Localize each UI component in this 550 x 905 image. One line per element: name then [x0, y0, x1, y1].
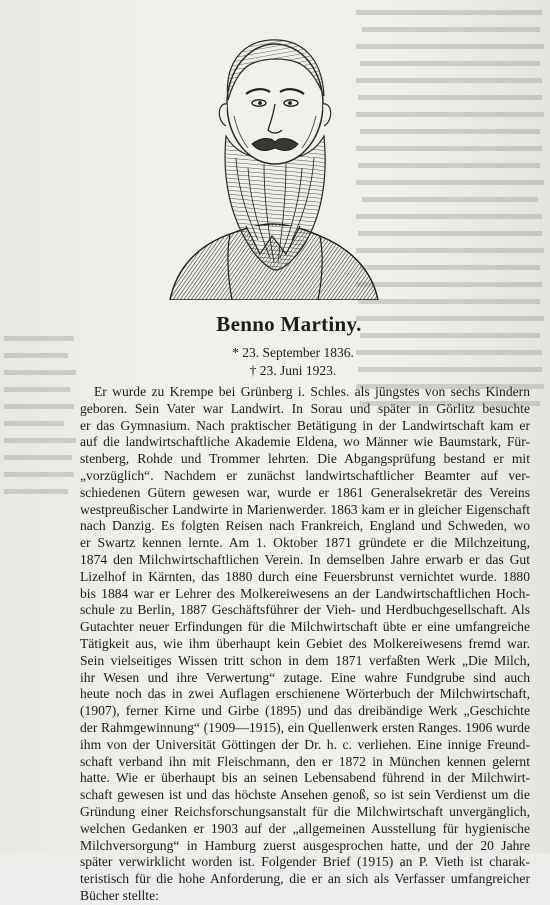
- text-line: schaft gewesen ist und das höchste Ansehen genoß, so ist sein Verdienst um die: [80, 787, 530, 803]
- text-line: ihm von der Universität Göttingen der Dr. h. c. verliehen. Eine innige Freund-: [80, 736, 530, 752]
- text-line: Sein vielseitiges Wissen tritt schon in dem 1871 verfaßten Werk „Die Milch,: [80, 652, 530, 668]
- text-line: Er wurde zu Krempe bei Grünberg i. Schles. als jüngstes von sechs Kindern: [94, 384, 530, 399]
- text-line: Lizelhof in Kärnten, das 1880 durch eine Feuersbrunst vernichtet wurde. 1880: [80, 568, 530, 584]
- text-line: bis 1884 war er Lehrer des Molkereiwesens an der Landwirtschaftlichen Hoch-: [80, 585, 530, 601]
- text-line: nach Danzig. Es folgten Reisen nach Frankreich, England und Schweden, wo: [80, 518, 530, 534]
- text-line: der Rahmgewinnung“ (1909—1915), ein Quellenwerk ersten Ranges. 1906 wurde: [80, 719, 530, 735]
- text-line: 1874 den Milchwirtschaftlichen Verein. In demselben Jahre erwarb er das Gut: [80, 551, 530, 567]
- text-line: auf die landwirtschaftliche Akademie Eldena, wo Männer wie Baumstark, Für-: [80, 434, 530, 450]
- biography-text: [80, 384, 530, 905]
- text-line: Bücher stellte:: [80, 887, 159, 903]
- text-line: „vorzüglich“. Nachdem er zunächst landwirtschaftlicher Beamter auf ver-: [80, 467, 530, 483]
- portrait-engraving: [168, 8, 380, 300]
- text-line: teristisch für die hohe Anforderung, die er an sich als Verfasser umfangreicher: [80, 871, 530, 887]
- text-line: er das Gymnasium. Nach praktischer Betätigung in der Landwirtschaft kam er: [80, 417, 530, 433]
- text-line: ihr Wesen und ihre Verwertung“ zutage. Eine wahre Fundgrube sind auch: [80, 669, 530, 685]
- text-line: Milchversorgung“ in Hamburg zuerst ausgesprochen hatte, und der 20 Jahre: [80, 837, 530, 853]
- text-line: welchen Gedanken er 1903 auf der „allgemeinen Ausstellung für hygienische: [80, 820, 530, 836]
- text-line: heute noch das in zwei Auflagen erschienene Wörterbuch der Milchwirtschaft,: [80, 686, 530, 702]
- show-through-lines: [352, 4, 550, 424]
- text-line: geboren. Sein Vater war Landwirt. In Sorau und später in Görlitz besuchte: [80, 400, 530, 416]
- text-line: später verwirklicht worden ist. Folgender Brief (1915) an P. Vieth ist charak-: [80, 854, 530, 870]
- text-line: Gründung einer Reichsforschungsanstalt für die Milchwirtschaft unvergänglich,: [80, 803, 530, 819]
- text-line: schaft verband ihn mit Fleischmann, den er 1872 in München kennen gelernt: [80, 753, 530, 769]
- text-line: schule zu Berlin, 1887 Geschäftsführer der Vieh- und Herdbuchgesellschaft. Als: [80, 602, 530, 618]
- text-line: Gutachter neuer Erfindungen für die Milchwirtschaft übte er eine umfangreiche: [80, 619, 530, 635]
- text-line: Tätigkeit aus, wie ihm überhaupt kein Gebiet des Molkereiwesens fremd war.: [80, 635, 530, 651]
- text-line: westpreußischer Landwirte in Marienwerder. 1863 kam er in gleicher Eigenschaft: [80, 501, 530, 517]
- text-line: schiedenen Gütern gewesen war, wurde er 1861 Generalsekretär des Vereins: [80, 484, 530, 500]
- text-line: hatte. Wie er überhaupt bis an seinen Lebensabend führend in der Milchwirt-: [80, 770, 530, 786]
- text-line: (1907), ferner Kirne und Girbe (1895) und das dreibändige Werk „Geschichte: [80, 703, 530, 719]
- text-line: er Swartz kennen lernte. Am 1. Oktober 1871 gründete er die Milchzeitung,: [80, 535, 530, 551]
- death-date: † 23. Juni 1923.: [249, 363, 337, 378]
- birth-date: * 23. September 1836.: [232, 345, 354, 360]
- text-line: stenberg, Rohde und Trommer lehrten. Die Abgangsprüfung bestand er mit: [80, 451, 530, 467]
- show-through-text: [352, 4, 550, 424]
- person-name: Benno Martiny.: [216, 312, 362, 336]
